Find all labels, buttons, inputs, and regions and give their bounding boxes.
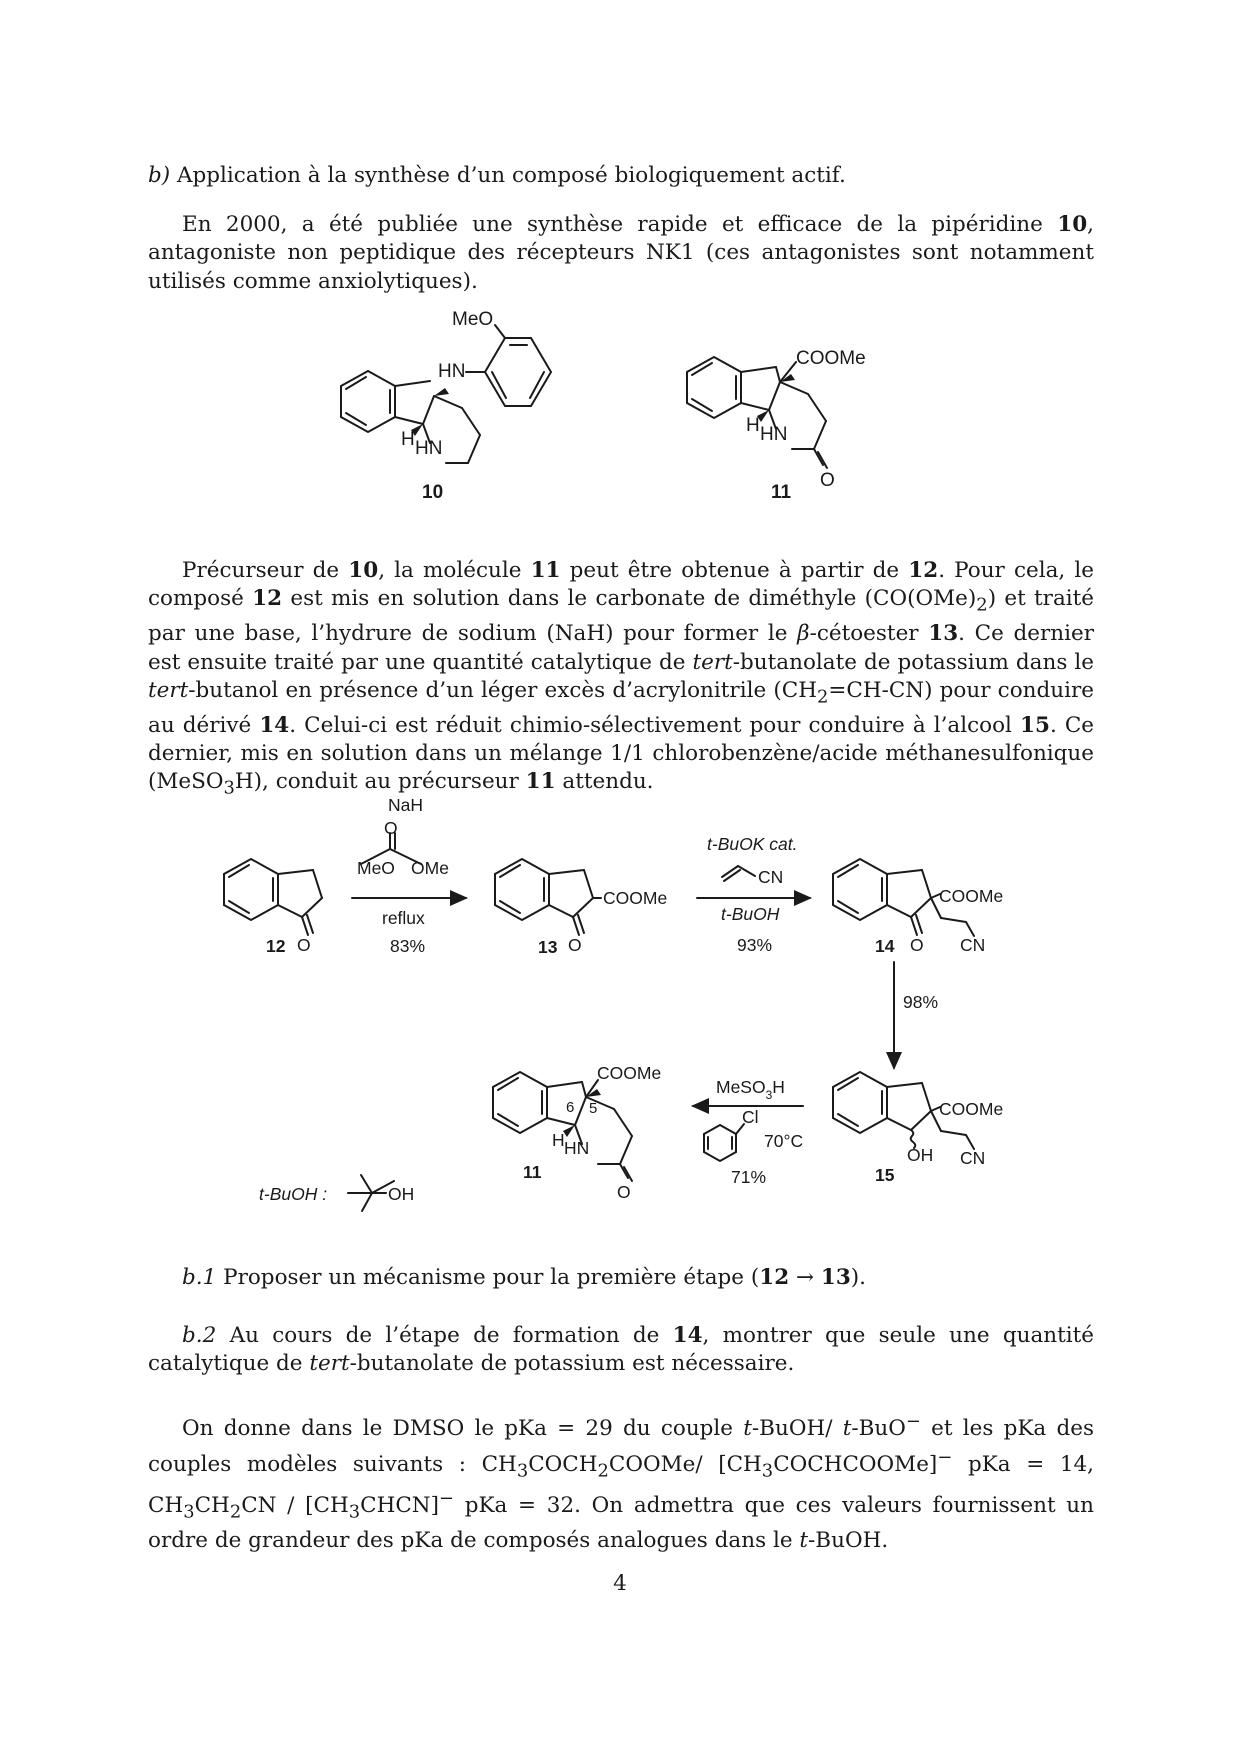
cl-label: Cl: [742, 1107, 759, 1127]
coome-label: COOMe: [939, 1099, 1004, 1119]
coome-label: COOMe: [597, 1063, 662, 1083]
h-label: H: [746, 415, 760, 436]
molecule-11-structure: [687, 357, 827, 468]
paragraph-pka: On donne dans le DMSO le pKa = 29 du couple t-BuOH/ t-BuO− et les pKa des couples modèles suivants : $CH_3COCH_2COOMe/$ $[CH_3COCHCOOMe]^-$ pKa = 14, $CH_3CH_2CN$ / $[CH_3CHCN]^-$ pKa = 32. On admettra que ces valeurs fournissent un ordre de grandeur des pKa de composés analogues dans le t-BuOH.: [148, 1411, 1095, 1554]
hn-label: HN: [415, 438, 443, 459]
wedge-bond: [563, 1125, 575, 1137]
o-label: O: [297, 935, 311, 955]
ome-label: OMe: [411, 858, 449, 878]
meo-label: MeO: [357, 858, 395, 878]
cn-label: CN: [960, 1148, 986, 1168]
h-label: H: [552, 1130, 565, 1150]
molecule-13-structure: [495, 859, 601, 935]
compound-label-14: 14: [875, 936, 895, 956]
compound-label-10: 10: [422, 482, 444, 503]
yield-4: 71%: [731, 1167, 767, 1187]
compound-label-11: 11: [523, 1162, 542, 1182]
wedge-bond: [434, 388, 449, 396]
chlorobenzene-structure: [704, 1124, 744, 1161]
compound-label-15: 15: [875, 1165, 895, 1185]
page-number: 4: [613, 1571, 627, 1596]
yield-3: 98%: [903, 992, 939, 1012]
atom-number-5: 5: [589, 1100, 598, 1117]
section-title: Application à la synthèse d’un composé biologiquement actif.: [177, 163, 846, 188]
o-label: O: [384, 818, 398, 838]
compound-label-12: 12: [266, 936, 286, 956]
cn-label: CN: [960, 935, 986, 955]
coome-label: COOMe: [603, 888, 668, 908]
tbuoh-legend-label: t-BuOH :: [259, 1184, 328, 1204]
hn-label: HN: [564, 1138, 590, 1158]
reaction-scheme: [0, 780, 1240, 1220]
compound-label-11: 11: [771, 482, 792, 503]
section-heading: [148, 162, 1094, 190]
solvent-tbuoh: t-BuOH: [721, 904, 780, 924]
cn-label: CN: [758, 867, 784, 887]
o-label: O: [568, 935, 582, 955]
question-label: b.2: [182, 1323, 217, 1348]
figure-molecules-10-11: [0, 290, 1240, 520]
section-label: b): [148, 163, 171, 188]
o-label: O: [617, 1182, 631, 1202]
text: , antagoniste non peptidique des récepteurs NK1 (ces antagonistes sont notamment utilisés comme anxiolytiques).: [148, 212, 1094, 294]
oh-label: OH: [907, 1145, 934, 1165]
reagent-nah: NaH: [388, 795, 424, 815]
compound-ref: 10: [1057, 212, 1088, 237]
coome-label: COOMe: [939, 886, 1004, 906]
condition-temp: 70°C: [764, 1131, 804, 1151]
o-label: O: [910, 935, 924, 955]
atom-number-6: 6: [566, 1099, 575, 1116]
reagent-tbuok: t-BuOK cat.: [707, 834, 798, 854]
hn-label: HN: [438, 361, 466, 382]
paragraph-intro: [148, 211, 1094, 296]
text: En 2000, a été publiée une synthèse rapide et efficace de la pipéridine: [182, 212, 1058, 237]
h-label: H: [401, 429, 415, 450]
question-b2: b.2 Au cours de l’étape de formation de 14, montrer que seule une quantité catalytique de tert-butanolate de potassium est nécessaire.: [148, 1323, 1094, 1377]
meo-label: MeO: [452, 309, 494, 330]
o-label: O: [820, 470, 835, 491]
molecule-12-structure: [224, 859, 322, 935]
yield-2: 93%: [737, 935, 773, 955]
compound-label-13: 13: [538, 937, 558, 957]
yield-1: 83%: [390, 936, 426, 956]
question-b1: b.1 Proposer un mécanisme pour la première étape (12 → 13).: [182, 1265, 867, 1290]
question-label: b.1: [182, 1265, 217, 1290]
hn-label: HN: [760, 424, 788, 445]
molecule-11-structure: [493, 1072, 632, 1181]
reagent-mesoh: MeSO$_3$H: [716, 1077, 785, 1102]
oh-label: OH: [388, 1184, 415, 1204]
coome-label: COOMe: [796, 348, 866, 369]
condition-reflux: reflux: [382, 908, 425, 928]
paragraph-synthesis: Précurseur de 10, la molécule 11 peut être obtenue à partir de 12. Pour cela, le composé 12 est mis en solution dans le carbonate de diméthyle $(CO(OMe)_2)$ et traité par une base, l’hydrure de sodium (NaH) pour former le β-cétoester 13. Ce dernier est ensuite traité par une quantité catalytique de tert-butanolate de potassium dans le tert-butanol en présence d’un léger excès d’acrylonitrile $(CH_2=CH-CN)$ pour conduire au dérivé 14. Celui-ci est réduit chimio-sélectivement pour conduire à l’alcool 15. Ce dernier, mis en solution dans un mélange 1/1 chlorobenzène/acide méthanesulfonique (MeSO$_3$H), conduit au précurseur 11 attendu.: [148, 558, 1095, 799]
